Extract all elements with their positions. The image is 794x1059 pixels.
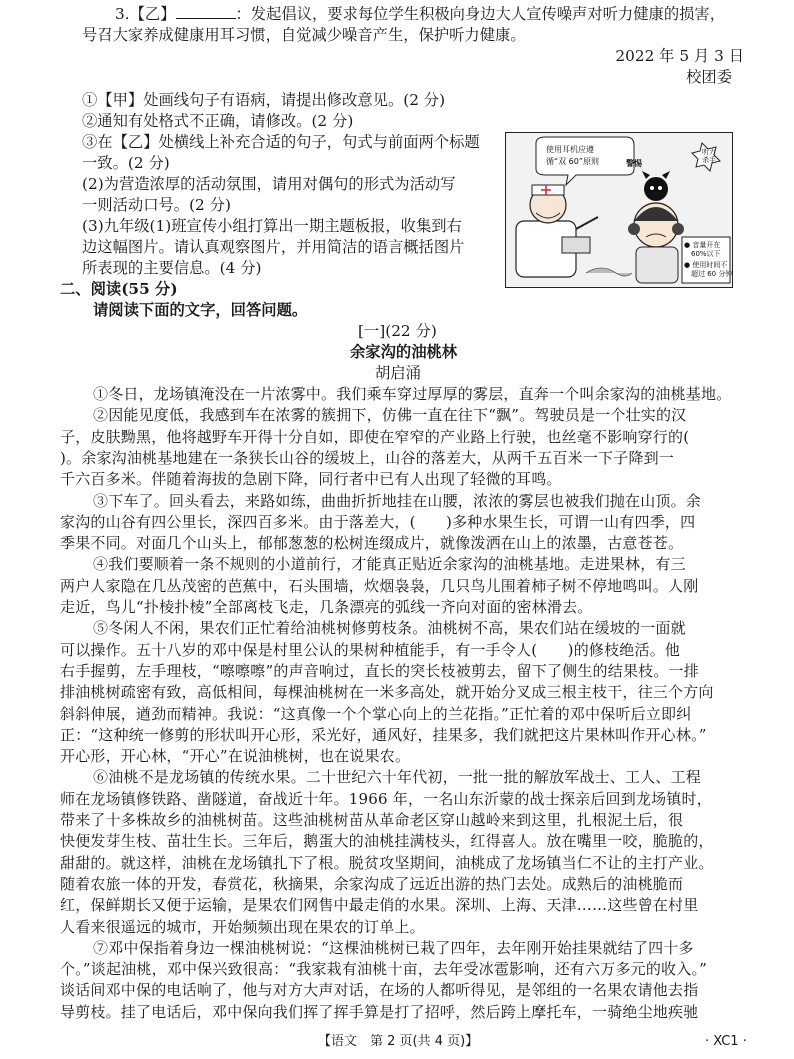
article-line: ⑤冬闲人不闲，果农们正忙着给油桃树修剪枝条。油桃树不高，果农们站在缓坡的一面就 (93, 619, 686, 638)
badge-text-2: 杀手 (702, 156, 716, 164)
doctor-speech-1: 使用耳机应遵 (546, 145, 594, 154)
article-line: 两户人家隐在几丛茂密的芭蕉中，石头围墙，炊烟袅袅，几只鸟儿围着柿子树不停地鸣叫。人刚 (60, 576, 699, 595)
article-line: ②因能见度低，我感到车在浓雾的簇拥下，仿佛一直在往下“飘”。驾驶员是一个壮实的汉 (93, 406, 687, 425)
badge-text-1: 听力 (702, 148, 716, 156)
page-footer: 【语文 第 2 页(共 4 页)】 (318, 1034, 479, 1049)
article-line: 师在龙场镇修铁路、凿隧道，奋战近十年。1966 年，一名山东沂蒙的战士探亲后回到龙场镇时， (60, 789, 712, 808)
article-line: 带来了十多株故乡的油桃树苗。这些油桃树苗从革命老区穿山越岭来到这里，扎根泥土后，很 (60, 811, 684, 829)
article-line: 千六百多米。伴随着海拔的急剧下降，同行者中已有人出现了轻微的耳鸣。 (60, 470, 562, 489)
article-line: )。余家沟油桃基地建在一条狭长山谷的缓坡上，山谷的落差大，从两千五百米一下子降到一 (60, 448, 675, 467)
article-line: ④我们要顺着一条不规则的小道前行，才能真正贴近余家沟的油桃基地。走进果林，有三 (93, 555, 686, 574)
article-author: 胡启涌 (375, 364, 421, 382)
article-line: 家沟的山谷有四公里长，深四百多米。由于落差大，( )多种水果生长，可谓一山有四季，四 (60, 512, 696, 531)
article-line: ⑥油桃不是龙场镇的传统水果。二十世纪六十年代初，一批一批的解放军战士、工人、工程 (93, 768, 702, 787)
article-line: 排油桃树疏密有致，高低相间，每棵油桃树在一米多高处，就开始分叉成三根主枝干，往三个方向 (60, 683, 714, 702)
notice-date: 2022 年 5 月 3 日 (615, 47, 744, 65)
item-3-line-2: 号召大家养成健康用耳习惯，自觉减少噪音产生，保护听力健康。 (82, 26, 526, 44)
article-line: ③下车了。回头看去，来路如练，曲曲折折地挂在山腰，浓浓的雾层也被我们抛在山顶。余 (93, 491, 702, 510)
article-line: ①冬日，龙场镇淹没在一片浓雾中。我们乘车穿过厚厚的雾层，直奔一个叫余家沟的油桃基地。 (93, 385, 732, 403)
item-3-line (115, 3, 725, 25)
article-line: 红，保鲜期长又便于运输，是果农们网售中最走俏的水果。深圳、上海、天津……这些曾在村里 (60, 896, 699, 915)
question-picture-cont: 边这幅图片。请认真观察图片，并用简洁的语言概括图片 (82, 238, 465, 256)
section-instruction: 请阅读下面的文字，回答问题。 (93, 301, 308, 319)
section-heading: 二、阅读(55 分) (60, 280, 178, 298)
article-line: 人看来很遥远的城市，开始频频出现在果农的订单上。 (60, 917, 425, 936)
note-volume-1: ● 音量开在 (684, 241, 721, 249)
question-2: ②通知有处格式不正确，请修改。(2 分) (82, 112, 354, 130)
question-3-cont: 一致。(2 分) (82, 154, 170, 172)
doctor-speech-2: 循“双 60”原则 (546, 157, 600, 166)
question-slogan-cont: 一则活动口号。(2 分) (82, 196, 231, 214)
question-1: ①【甲】处画线句子有语病，请提出修改意见。(2 分) (82, 91, 446, 109)
article-line: 可以操作。五十八岁的邓中保是村里公认的果树种植能手，有一手令人( )的修枝绝活。他 (60, 640, 681, 659)
question-picture-cont-2: 所表现的主要信息。(4 分) (82, 259, 262, 277)
article-line: 正：“这种统一修剪的形状叫开心形，采光好，通风好，挂果多，我们就把这片果林叫作开心林。” (60, 725, 707, 744)
question-3: ③在【乙】处横线上补充合适的句子，句式与前面两个标题 (82, 133, 480, 151)
item-3-text: ：发起倡议，要求每位学生积极向身边大人宣传噪声对听力健康的损害， (235, 5, 726, 23)
answer-blank (176, 3, 236, 19)
warning-label: 警惕 (626, 159, 642, 168)
notice-signature: 校团委 (686, 68, 732, 86)
article-line: 谈话间邓中保的电话响了，他与对方大声对话，在场的人都听得见，是邻组的一名果农请他去指 (60, 981, 699, 1000)
note-volume-2: 60%以下 (691, 250, 721, 258)
question-slogan: (2)为营造浓厚的活动氛围，请用对偶句的形式为活动写 (82, 175, 456, 193)
article-line: 开心形，开心林，“开心”在说油桃树，也在说果农。 (60, 747, 411, 766)
page-code: · XC1 · (705, 1034, 747, 1049)
item-3-label: 3.【乙】 (115, 5, 176, 23)
article-line: 斜斜伸展，遒劲而精神。我说：“这真像一个个掌心向上的兰花指。”正忙着的邓中保听后立即纠 (60, 704, 692, 723)
article-line: 季果不同。对面几个山头上，郁郁葱葱的松树连缀成片，就像泼洒在山上的浓墨，古意苍苍。 (60, 534, 684, 553)
note-time-2: 超过 60 分钟 (691, 270, 733, 278)
article-title: 余家沟的油桃林 (350, 343, 458, 361)
article-line: 个。”谈起油桃，邓中保兴致很高：“我家栽有油桃十亩，去年受冰雹影响，还有六万多元的收入。” (60, 960, 708, 979)
article-line: 走近，鸟儿“扑棱扑棱”全部离枝飞走，几条漂亮的弧线一齐向对面的密林滑去。 (60, 598, 593, 616)
question-picture: (3)九年级(1)班宣传小组打算出一期主题板报，收集到右 (82, 217, 462, 235)
article-line: 右手握剪，左手理枝，“嚓嚓嚓”的声音响过，直长的突长枝被剪去，留下了侧生的结果枝。一排 (60, 661, 699, 680)
article-line: 快便发芽生枝、苗壮生长。三年后，鹅蛋大的油桃挂满枝头，红得喜人。放在嘴里一咬，脆脆的， (60, 832, 714, 851)
article-line: 甜甜的。就这样，油桃在龙场镇扎下了根。脱贫攻坚期间，油桃成了龙场镇当仁不让的主打产业。 (60, 853, 714, 872)
part-label: [一](22 分) (358, 322, 437, 340)
note-time-1: ● 使用时间不 (684, 261, 728, 269)
article-line: 导剪枝。挂了电话后，邓中保向我们挥了挥手算是打了招呼，然后跨上摩托车，一骑绝尘地疾驰 (60, 1002, 699, 1021)
article-line: 随着农旅一体的开发，春赏花，秋摘果，余家沟成了远近出游的热门去处。成熟后的油桃脆而 (60, 874, 684, 893)
article-line: ⑦邓中保指着身边一棵油桃树说：“这棵油桃树已栽了四年，去年刚开始挂果就结了四十多 (93, 938, 694, 957)
article-line: 子，皮肤黝黑，他将越野车开得十分自如，即使在窄窄的产业路上行驶，也丝毫不影响穿行的( (60, 427, 690, 446)
cartoon-illustration (505, 132, 733, 288)
